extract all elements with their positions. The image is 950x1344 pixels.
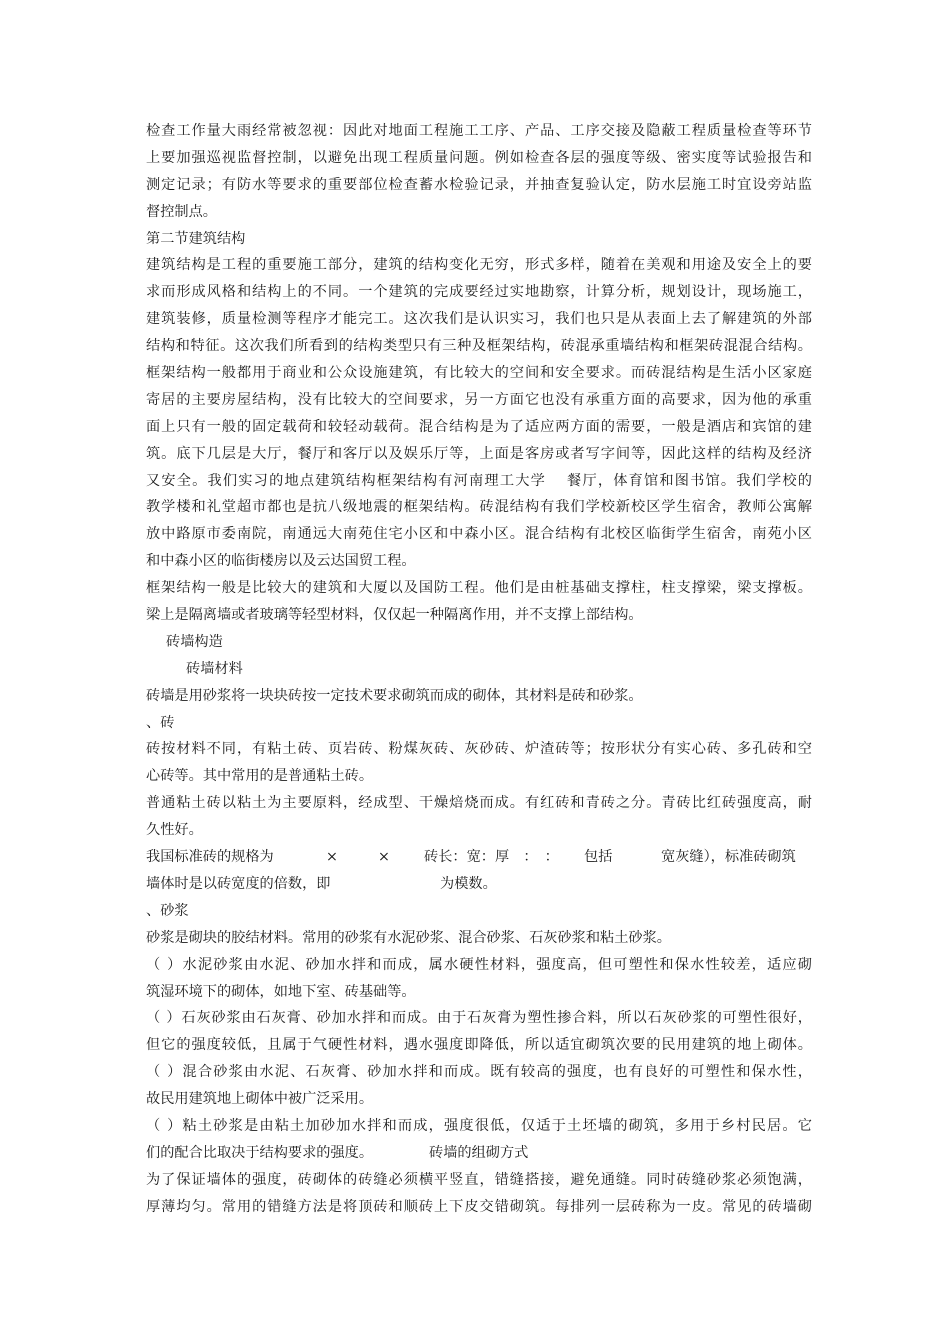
paragraph-line: （ ）石灰砂浆由石灰膏、砂加水拌和而成。由于石灰膏为塑性掺合料，所以石灰砂浆的可塑性很好，	[146, 1010, 812, 1027]
paragraph-line: 框架结构一般是比较大的建筑和大厦以及国防工程。他们是由桩基础支撑柱，柱支撑梁，梁支撑板。	[146, 580, 812, 597]
paragraph-line: 久性好。	[146, 822, 203, 839]
paragraph-line: 和中森小区的临街楼房以及云达国贸工程。	[146, 553, 416, 570]
paragraph-line: 上要加强巡视监督控制，以避免出现工程质量问题。例如检查各层的强度等级、密实度等试验报告和	[146, 149, 812, 166]
subsection-heading: 砖墙的组砌方式	[429, 1144, 529, 1161]
paragraph-line: 筑。底下几层是大厅，餐厅和客厅以及娱乐厅等，上面是客房或者写字间等，因此这样的结构及经济	[146, 445, 812, 462]
paragraph-line: 筑湿环境下的砌体，如地下室、砖基础等。	[146, 983, 416, 1000]
paragraph-line: 砖按材料不同，有粘土砖、页岩砖、粉煤灰砖、灰砂砖、炉渣砖等；按形状分有实心砖、多孔砖和空	[146, 741, 812, 758]
text-segment: ×	[378, 849, 390, 866]
paragraph-line: （ ）混合砂浆由水泥、石灰膏、砂加水拌和而成。既有较高的强度，也有良好的可塑性和保水性，	[146, 1064, 812, 1081]
paragraph-line: 故民用建筑地上砌体中被广泛采用。	[146, 1091, 374, 1108]
paragraph-line: 寄居的主要房屋结构，没有比较大的空间要求，另一方面它也没有承重方面的高要求，因为他的承重	[146, 391, 812, 408]
text-segment: 墙体时是以砖宽度的倍数，即	[146, 875, 331, 892]
paragraph-line: 梁上是隔离墙或者玻璃等轻型材料，仅仅起一种隔离作用，并不支撑上部结构。	[146, 607, 643, 624]
text-segment: 砖长：宽：厚 ： ：	[424, 849, 559, 866]
paragraph-line: 但它的强度较低，且属于气硬性材料，遇水强度即降低，所以适宜砌筑次要的民用建筑的地上砌体。	[146, 1037, 812, 1054]
paragraph-line: 建筑装修，质量检测等程序才能完工。这次我们是认识实习，我们也只是从表面上去了解建筑的外部	[146, 311, 812, 328]
paragraph-line	[146, 1140, 812, 1167]
paragraph-line: 又安全。我们实习的地点建筑结构框架结构有河南理工大学 餐厅，体育馆和图书馆。我们学校的	[146, 472, 812, 489]
document-page	[146, 118, 812, 1221]
text-segment: 包括	[584, 849, 613, 866]
paragraph-line: 为了保证墙体的强度，砖砌体的砖缝必须横平竖直，错缝搭接，避免通缝。同时砖缝砂浆必须饱满，	[146, 1171, 812, 1188]
paragraph-line: 普通粘土砖以粘土为主要原料，经成型、干燥焙烧而成。有红砖和青砖之分。青砖比红砖强度高，耐	[146, 795, 812, 812]
paragraph-line: 建筑结构是工程的重要施工部分，建筑的结构变化无穷，形式多样，随着在美观和用途及安全上的要	[146, 257, 812, 274]
paragraph-line: 督控制点。	[146, 203, 217, 220]
paragraph-line: 框架结构一般都用于商业和公众设施建筑，有比较大的空间和安全要求。而砖混结构是生活小区家庭	[146, 365, 812, 382]
paragraph-line: 砂浆是砌块的胶结材料。常用的砂浆有水泥砂浆、混合砂浆、石灰砂浆和粘土砂浆。	[146, 929, 671, 946]
paragraph-line: （ ）水泥砂浆由水泥、砂加水拌和而成，属水硬性材料，强度高，但可塑性和保水性较差，适应砌	[146, 956, 812, 973]
paragraph-line: 砖墙是用砂浆将一块块砖按一定技术要求砌筑而成的砌体，其材料是砖和砂浆。	[146, 687, 643, 704]
list-heading: 、砂浆	[146, 902, 189, 919]
paragraph-line: 求而形成风格和结构上的不同。一个建筑的完成要经过实地勘察，计算分析，规划设计，现场施工，	[146, 284, 812, 301]
paragraph-line: 放中路原市委南院，南通远大南苑住宅小区和中森小区。混合结构有北校区临街学生宿舍，南苑小区	[146, 526, 812, 543]
text-segment: 们的配合比取决于结构要求的强度。	[146, 1144, 374, 1161]
subsection-heading: 砖墙材料	[186, 660, 243, 677]
text-segment: 我国标准砖的规格为	[146, 849, 274, 866]
paragraph-line	[146, 871, 812, 898]
list-heading: 、砖	[146, 714, 175, 731]
paragraph-line: 心砖等。其中常用的是普通粘土砖。	[146, 768, 374, 785]
paragraph-line: 教学楼和礼堂超市都也是抗八级地震的框架结构。砖混结构有我们学校新校区学生宿舍，教师公寓解	[146, 499, 812, 516]
paragraph-line: 结构和特征。这次我们所看到的结构类型只有三种及框架结构，砖混承重墙结构和框架砖混混合结构。	[146, 338, 812, 355]
paragraph-line: 厚薄均匀。常用的错缝方法是将顶砖和顺砖上下皮交错砌筑。每排列一层砖称为一皮。常见的砖墙砌	[146, 1198, 812, 1215]
paragraph-line: 测定记录；有防水等要求的重要部位检查蓄水检验记录，并抽查复验认定，防水层施工时宜设旁站监	[146, 176, 812, 193]
paragraph-line: 检查工作量大雨经常被忽视：因此对地面工程施工工序、产品、工序交接及隐蔽工程质量检查等环节	[146, 123, 812, 139]
section-heading: 第二节建筑结构	[146, 230, 246, 247]
text-segment: ×	[326, 849, 338, 866]
paragraph-line	[146, 844, 812, 871]
text-segment: 为模数。	[440, 875, 497, 892]
subsection-heading: 砖墙构造	[166, 633, 223, 650]
paragraph-line: （ ）粘土砂浆是由粘土加砂加水拌和而成，强度很低，仅适于土坯墙的砌筑，多用于乡村民居。它	[146, 1117, 812, 1134]
text-segment: 宽灰缝），标准砖砌筑	[661, 849, 796, 866]
paragraph-line: 面上只有一般的固定载荷和较轻动载荷。混合结构是为了适应两方面的需要，一般是酒店和宾馆的建	[146, 418, 812, 435]
